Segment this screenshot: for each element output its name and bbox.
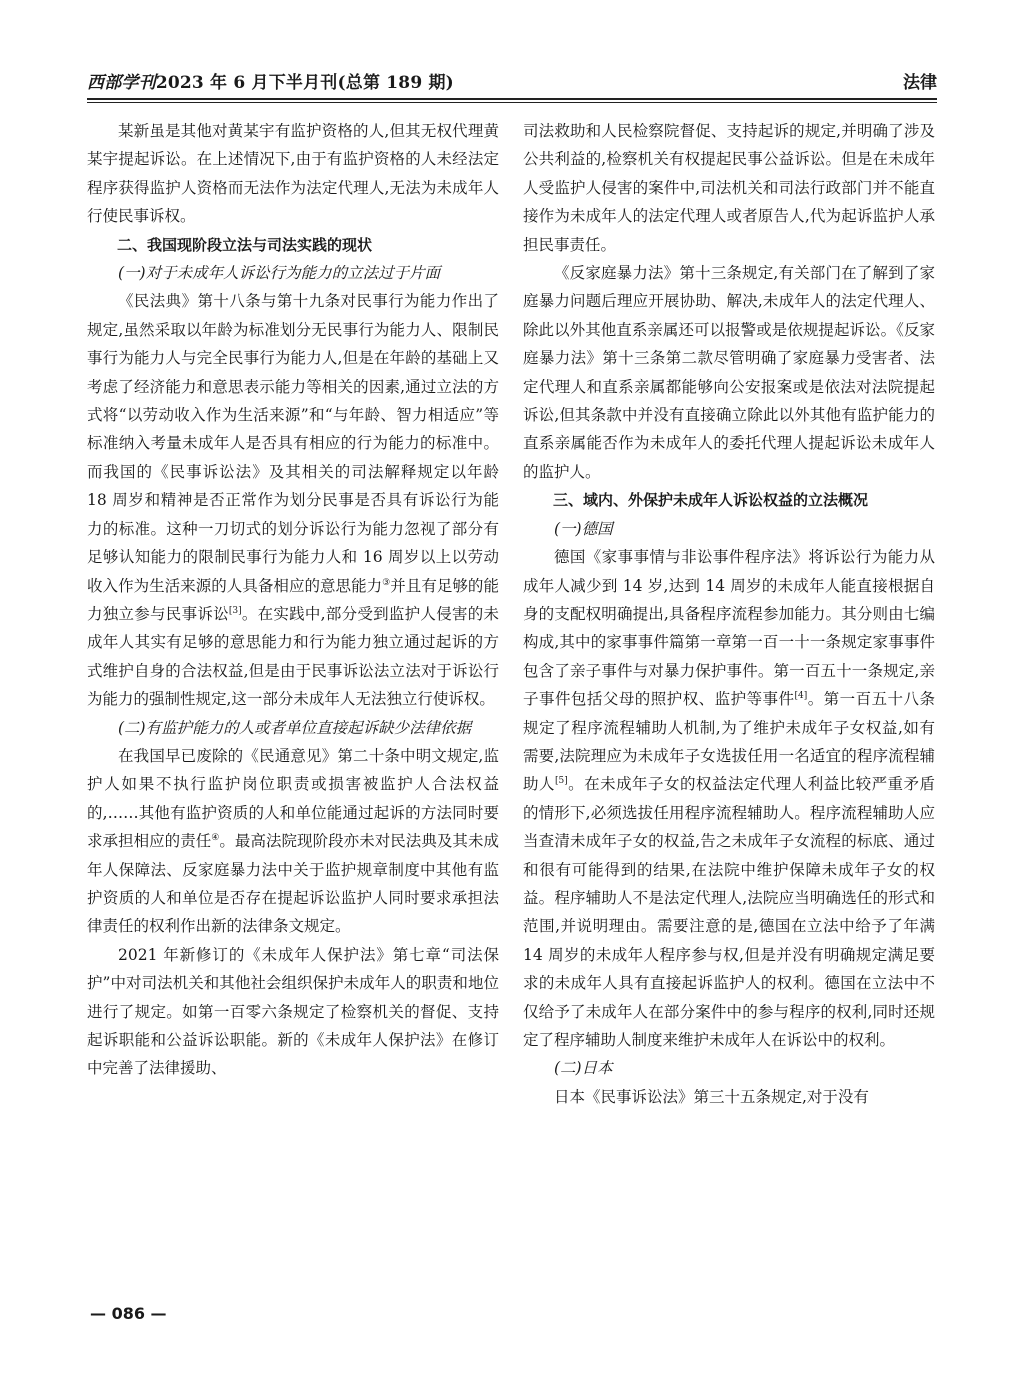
section-heading: 三、域内、外保护未成年人诉讼权益的立法概况 (553, 491, 869, 510)
paragraph-text: 。第一百五十八条规定了程序流程辅助人机制,为了维护未成年子女权益,如有需要,法院理应为未成年子女选拔任用一名适宜的程序流程辅助人 (523, 690, 935, 794)
subsection-heading: (一)德国 (554, 519, 613, 538)
paragraph: 《反家庭暴力法》第十三条规定,有关部门在了解到了家庭暴力问题后理应开展协助、解决,未成年人的法定代理人、除此以外其他直系亲属还可以报警或是依规提起诉讼。《反家庭暴力法》第十三条第二款尽管明确了家庭暴力受害者、法定代理人和直系亲属都能够向公安报案或是依法对法院提起诉讼,但其条款中并没有直接确立除此以外其他有监护能力的直系亲属能否作为未成年人的委托代理人提起诉讼未成年人的监护人。 (523, 264, 935, 481)
footnote-mark: ③ (382, 577, 391, 588)
paragraph (87, 287, 499, 713)
section-label: 法律 (903, 73, 937, 93)
paragraph-text: 并且有足够的能力独立参与民事诉讼 (87, 576, 499, 623)
paragraph: 日本《民事诉讼法》第三十五条规定,对于没有 (554, 1087, 869, 1106)
journal-issue (87, 68, 454, 93)
paragraph: 某新虽是其他对黄某宇有监护资格的人,但其无权代理黄某宇提起诉讼。在上述情况下,由于有监护资格的人未经法定程序获得监护人资格而无法作为法定代理人,无法为未成年人行使民事诉权。 (87, 122, 499, 226)
header-rule-thin (87, 102, 937, 103)
right-column (523, 117, 935, 1111)
subsection-heading: (二)日本 (554, 1059, 613, 1078)
citation-mark: [3] (228, 605, 242, 616)
paragraph (87, 742, 499, 941)
left-column (87, 117, 499, 1083)
subsection-heading: (二)有监护能力的人或者单位直接起诉缺少法律依据 (118, 718, 472, 737)
subsection-heading: (一)对于未成年人诉讼行为能力的立法过于片面 (118, 264, 441, 283)
paragraph-text: 在我国早已废除的《民通意见》第二十条中明文规定,监护人如果不执行监护岗位职责或损害被监护人合法权益的,……其他有监护资质的人和单位能通过起诉的方法同时要求承担相应的责任 (87, 746, 499, 851)
journal-logo: 西部学刊 (87, 73, 156, 93)
paragraph-text: 《民法典》第十八条与第十九条对民事行为能力作出了规定,虽然采取以年龄为标准划分无民事行为能力人、限制民事行为能力人与完全民事行为能力人,但是在年龄的基础上又考虑了经济能力和意思表示能力等相关的因素,通过立法的方式将“以劳动收入作为生活来源”和“与年龄、智力相适应”等标准纳入考量未成年人是否具有相应的行为能力的标准中。而我国的《民事诉讼法》及其相关的司法解释规定以年龄 18 周岁和精神是否正常作为划分民事是否具有诉讼行为能力的标准。这种一刀切式的划分诉讼行为能力忽视了部分有足够认知能力的限制民事行为能力人和 16 周岁以上以劳动收入作为生活来源的人具备相应的意思能力 (87, 292, 499, 595)
issue-label: 2023 年 6 月下半月刊(总第 189 期) (155, 73, 454, 93)
page-number: — 086 — (90, 1304, 167, 1323)
paragraph-text: 德国《家事事情与非讼事件程序法》将诉讼行为能力从成年人减少到 14 岁,达到 14 周岁的未成年人能直接根据自身的支配权明确提出,具备程序流程参加能力。其分则由七编构成,其中的家事事件篇第一章第一百一十一条规定家事事件包含了亲子事件与对暴力保护事件。第一百五十一条规定,亲子事件包括父母的照护权、监护等事件 (523, 548, 935, 709)
paragraph: 2021 年新修订的《未成年人保护法》第七章“司法保护”中对司法机关和其他社会组织保护未成年人的职责和地位进行了规定。如第一百零六条规定了检察机关的督促、支持起诉职能和公益诉讼职能。新的《未成年人保护法》在修订中完善了法律援助、 (87, 945, 499, 1078)
paragraph (523, 543, 935, 1054)
paragraph-text: 。在实践中,部分受到监护人侵害的未成年人其实有足够的意思能力和行为能力独立通过起诉的方式维护自身的合法权益,但是由于民事诉讼法立法对于诉讼行为能力的强制性规定,这一部分未成年人无法独立行使诉权。 (87, 604, 499, 709)
paragraph-text: 。最高法院现阶段亦未对民法典及其未成年人保障法、反家庭暴力法中关于监护规章制度中其他有监护资质的人和单位是否存在提起诉讼监护人同时要求承担法律责任的权利作出新的法律条文规定。 (87, 832, 499, 936)
paragraph-text: 。在未成年子女的权益法定代理人利益比较严重矛盾的情形下,必须选拔任用程序流程辅助人。程序流程辅助人应当查清未成年子女的权益,告之未成年子女流程的标底、通过和很有可能得到的结果,在法院中维护保障未成年子女的权益。程序辅助人不是法定代理人,法院应当明确选任的形式和范围,并说明理由。需要注意的是,德国在立法中给予了年满 14 周岁的未成年人程序参与权,但是并没有明确规定满足要求的未成年人具有直接起诉监护人的权利。德国在立法中不仅给予了未成年人在部分案件中的参与程序的权利,同时还规定了程序辅助人制度来维护未成年人在诉讼中的权利。 (523, 775, 935, 1049)
running-header (87, 66, 937, 110)
header-rule (87, 98, 937, 100)
citation-mark: [4] (794, 690, 808, 701)
citation-mark: [5] (554, 776, 568, 787)
paragraph: 司法救助和人民检察院督促、支持起诉的规定,并明确了涉及公共利益的,检察机关有权提起民事公益诉讼。但是在未成年人受监护人侵害的案件中,司法机关和司法行政部门并不能直接作为未成年人的法定代理人或者原告人,代为起诉监护人承担民事责任。 (523, 122, 935, 254)
section-heading: 二、我国现阶段立法与司法实践的现状 (117, 235, 373, 254)
footnote-mark: ④ (211, 833, 220, 843)
